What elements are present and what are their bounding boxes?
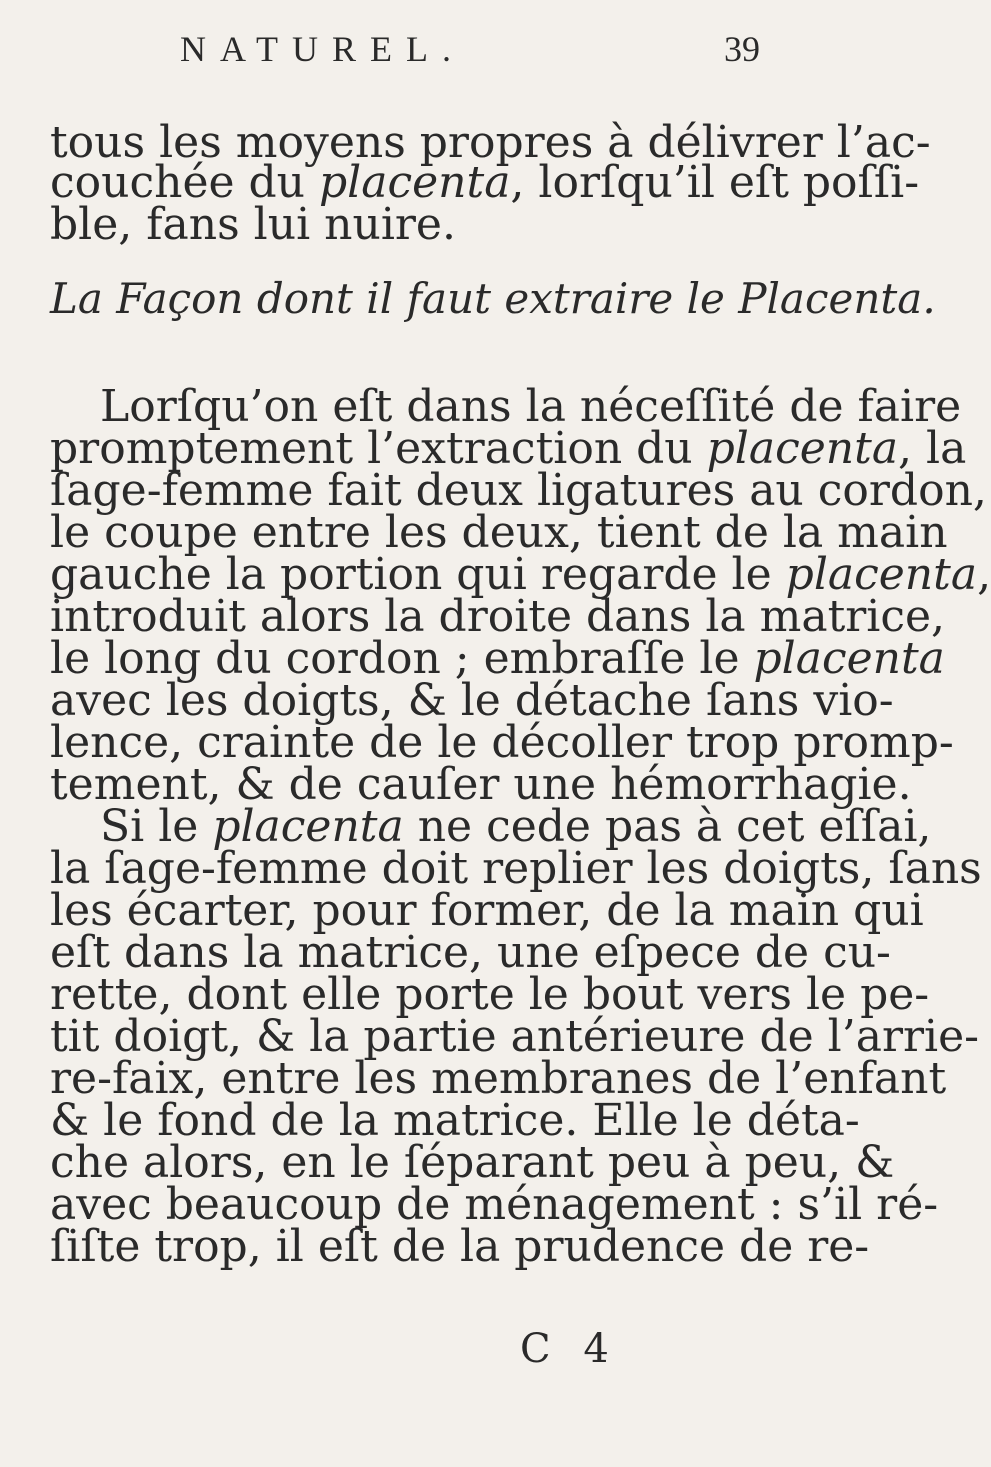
body-line: che alors, en le ſéparant peu à peu, & xyxy=(50,1137,895,1188)
section-heading: La Façon dont il faut extraire le Placenta. xyxy=(50,274,936,323)
body-line: Lorſqu’on eſt dans la néceſſité de faire xyxy=(100,381,962,432)
body-line: introduit alors la droite dans la matrice, xyxy=(50,591,946,642)
body-line: promptement l’extraction du placenta, la xyxy=(50,423,967,474)
body-line: ſiſte trop, il eſt de la prudence de re- xyxy=(50,1221,870,1272)
body-line: tit doigt, & la partie antérieure de l’arrie- xyxy=(50,1011,979,1062)
body-line: re-faix, entre les membranes de l’enfant xyxy=(50,1053,947,1104)
intro-line-3: ble, fans lui nuire. xyxy=(50,199,456,250)
running-title: NATUREL. xyxy=(180,29,465,69)
body-line: ſage-femme fait deux ligatures au cordon, xyxy=(50,465,987,516)
intro-line-1: tous les moyens propres à délivrer l’ac- xyxy=(50,117,931,168)
body-line: & le fond de la matrice. Elle le déta- xyxy=(50,1095,860,1146)
signature-mark: C 4 xyxy=(520,1326,619,1372)
body-line: la ſage-femme doit replier les doigts, ſans xyxy=(50,843,982,894)
body-line: eſt dans la matrice, une eſpece de cu- xyxy=(50,927,891,978)
body-line: Si le placenta ne cede pas à cet eſſai, xyxy=(100,801,932,852)
body-line: avec les doigts, & le détache ſans vio- xyxy=(50,675,894,726)
page-header xyxy=(180,28,760,78)
body-line: les écarter, pour former, de la main qui xyxy=(50,885,924,936)
body-line: le long du cordon ; embraſſe le placenta xyxy=(50,633,945,684)
body-line: tement, & de cauſer une hémorrhagie. xyxy=(50,759,912,810)
body-line: lence, crainte de le décoller trop promp- xyxy=(50,717,954,768)
body-line: gauche la portion qui regarde le placenta, xyxy=(50,549,991,600)
body-line: rette, dont elle porte le bout vers le pe- xyxy=(50,969,930,1020)
body-line: le coupe entre les deux, tient de la main xyxy=(50,507,948,558)
body-line: avec beaucoup de ménagement : s’il ré- xyxy=(50,1179,939,1230)
intro-line-2: couchée du placenta, lorſqu’il eſt poſſi- xyxy=(50,157,920,208)
page-number: 39 xyxy=(724,29,760,69)
